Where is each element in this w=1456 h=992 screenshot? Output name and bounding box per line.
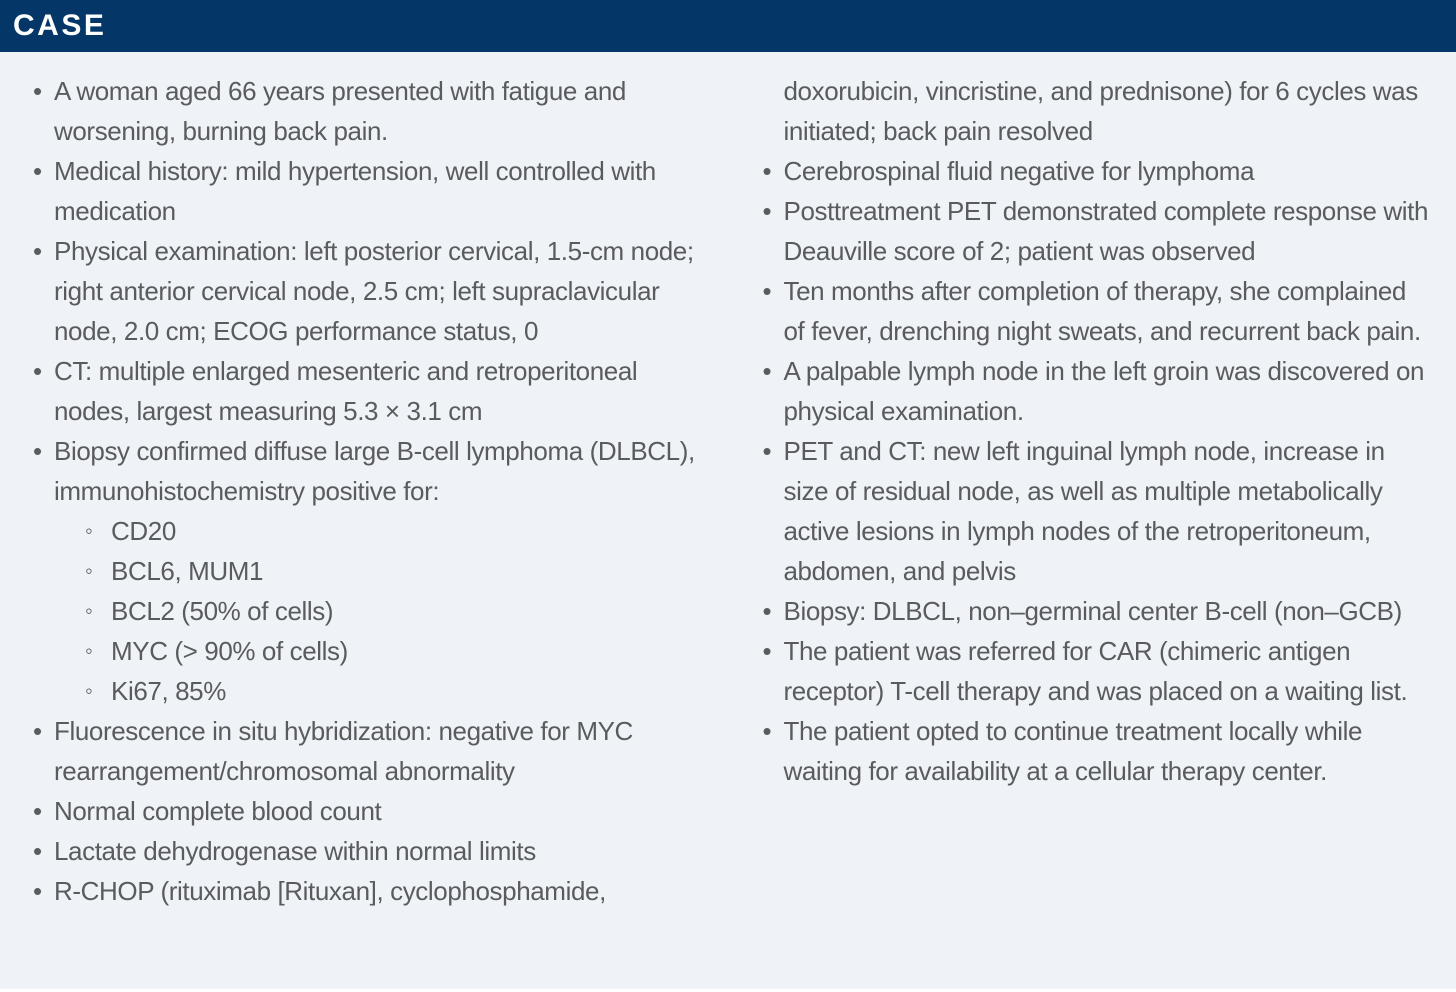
bullet-icon: • [33, 236, 42, 266]
sub-bullet-item [33, 631, 701, 671]
bullet-icon: • [33, 836, 42, 866]
bullet-text: Physical examination: left posterior cervical, 1.5-cm node; right anterior cervical node, 2.5 cm; left supraclavicular node, 2.0 cm; ECOG performance status, 0 [54, 236, 694, 346]
bullet-icon: • [762, 356, 772, 386]
bullet-icon: • [762, 196, 772, 226]
bullet-icon: • [762, 716, 772, 746]
bullet-text: Lactate dehydrogenase within normal limits [54, 836, 536, 866]
bullet-item [763, 631, 1431, 711]
bullet-item [763, 591, 1431, 631]
bullet-item [33, 871, 701, 911]
bullet-icon: • [33, 716, 42, 746]
bullet-icon: • [762, 156, 772, 186]
bullet-item [763, 191, 1431, 271]
bullet-text: doxorubicin, vincristine, and prednisone) for 6 cycles was initiated; back pain resolved [783, 76, 1418, 146]
bullet-item [763, 71, 1431, 151]
bullet-text: CD20 [111, 516, 176, 546]
bullet-icon: • [762, 636, 772, 666]
header-bar [0, 0, 1456, 52]
bullet-text: A palpable lymph node in the left groin was discovered on physical examination. [783, 356, 1425, 426]
bullet-item [33, 231, 701, 351]
bullet-text: A woman aged 66 years presented with fatigue and worsening, burning back pain. [54, 76, 626, 146]
bullet-text: BCL2 (50% of cells) [111, 596, 334, 626]
bullet-text: MYC (> 90% of cells) [111, 636, 348, 666]
bullet-icon: • [762, 276, 772, 306]
bullet-item [33, 71, 701, 151]
no-bullet-spacer [763, 71, 784, 151]
bullet-item [763, 271, 1431, 351]
bullet-text: Fluorescence in situ hybridization: negative for MYC rearrangement/chromosomal abnormality [54, 716, 633, 786]
bullet-text: Posttreatment PET demonstrated complete response with Deauville score of 2; patient was observed [783, 196, 1429, 266]
bullet-text: Biopsy confirmed diffuse large B-cell lymphoma (DLBCL), immunohistochemistry positive for: [54, 436, 695, 506]
bullet-item [763, 351, 1431, 431]
right-column [763, 71, 1431, 911]
bullet-item [33, 151, 701, 231]
bullet-item [33, 711, 701, 791]
circle-bullet-icon: ◦ [85, 518, 93, 543]
bullet-item [763, 151, 1431, 191]
bullet-text: Medical history: mild hypertension, well controlled with medication [54, 156, 656, 226]
bullet-text: Biopsy: DLBCL, non–germinal center B-cell (non–GCB) [783, 596, 1402, 626]
bullet-icon: • [762, 596, 772, 626]
bullet-item [33, 791, 701, 831]
bullet-icon: • [33, 356, 42, 386]
bullet-item [763, 711, 1431, 791]
sub-bullet-item [33, 551, 701, 591]
bullet-item [33, 431, 701, 511]
sub-bullet-item [33, 591, 701, 631]
bullet-item [33, 831, 701, 871]
bullet-icon: • [33, 796, 42, 826]
circle-bullet-icon: ◦ [85, 558, 93, 583]
bullet-icon: • [33, 436, 42, 466]
sub-bullet-item [33, 511, 701, 551]
bullet-item [33, 351, 701, 431]
sub-bullet-item [33, 671, 701, 711]
bullet-text: Normal complete blood count [54, 796, 382, 826]
bullet-text: BCL6, MUM1 [111, 556, 264, 586]
bullet-icon: • [33, 76, 42, 106]
bullet-text: The patient opted to continue treatment locally while waiting for availability at a cellular therapy center. [783, 716, 1363, 786]
bullet-text: PET and CT: new left inguinal lymph node, increase in size of residual node, as well as multiple metabolically active lesions in lymph nodes of the retroperitoneum, abdomen, and pelvis [783, 436, 1385, 586]
circle-bullet-icon: ◦ [85, 638, 93, 663]
page-title: CASE [13, 9, 107, 42]
bullet-icon: • [33, 156, 42, 186]
bullet-text: Ten months after completion of therapy, she complained of fever, drenching night sweats, and recurrent back pain. [783, 276, 1421, 346]
circle-bullet-icon: ◦ [85, 678, 93, 703]
bullet-text: Ki67, 85% [111, 676, 226, 706]
bullet-text: R-CHOP (rituximab [Rituxan], cyclophosphamide, [54, 876, 606, 906]
circle-bullet-icon: ◦ [85, 598, 93, 623]
case-content [0, 52, 1456, 911]
bullet-icon: • [33, 876, 42, 906]
bullet-item [763, 431, 1431, 591]
bullet-icon: • [762, 436, 772, 466]
bullet-text: Cerebrospinal fluid negative for lymphoma [783, 156, 1255, 186]
left-column [33, 71, 701, 911]
bullet-text: CT: multiple enlarged mesenteric and retroperitoneal nodes, largest measuring 5.3 × 3.1 cm [54, 356, 638, 426]
bullet-text: The patient was referred for CAR (chimeric antigen receptor) T-cell therapy and was placed on a waiting list. [783, 636, 1408, 706]
